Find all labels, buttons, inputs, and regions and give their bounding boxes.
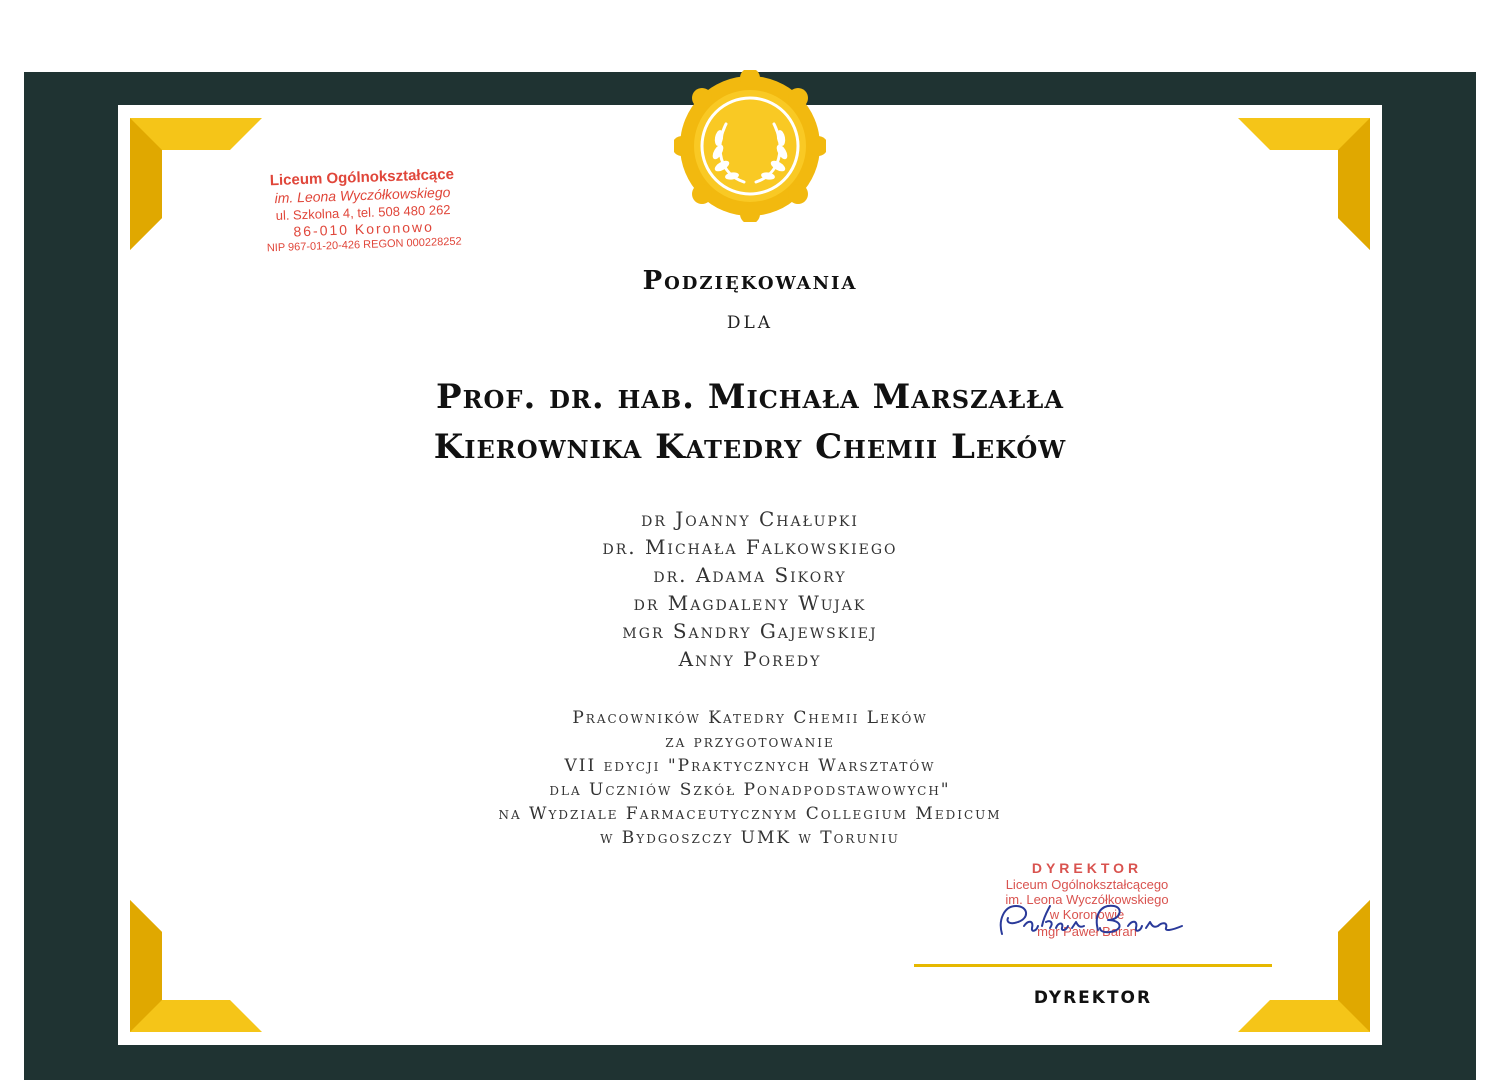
description-line: w Bydgoszczy UMK w Toruniu <box>600 828 900 848</box>
director-stamp-title: DYREKTOR <box>1031 860 1143 876</box>
gold-corner-ornament-bottom-left <box>130 892 270 1032</box>
gold-corner-ornament-top-right <box>1230 118 1370 258</box>
recipient-block <box>200 372 1300 472</box>
certificate-for-label: dla <box>726 306 774 334</box>
description-line: VII edycji "Praktycznych Warsztatów <box>564 756 936 776</box>
school-stamp <box>231 163 496 256</box>
director-stamp-city: w Koronowie <box>1049 907 1125 922</box>
director-stamp-patron: im. Leona Wyczółkowskiego <box>1005 892 1169 907</box>
list-item: Anny Poredy <box>678 647 822 671</box>
certificate-title: Podziękowania <box>642 266 858 296</box>
description-line: Pracowników Katedry Chemii Leków <box>572 708 928 728</box>
description-line: dla Uczniów Szkół Ponadpodstawowych" <box>549 780 951 800</box>
school-stamp-city: 86-010 Koronowo <box>293 218 435 240</box>
school-stamp-patron: im. Leona Wyczółkowskiego <box>274 183 451 207</box>
gold-corner-ornament-bottom-right <box>1230 892 1370 1032</box>
recipient-name: Prof. dr. hab. Michała Marszałła <box>436 377 1064 417</box>
laurel-wreath-seal-icon <box>674 70 826 222</box>
signature-line <box>914 964 1272 967</box>
description-line: na Wydziale Farmaceutycznym Collegium Medicum <box>498 804 1002 824</box>
people-list <box>200 505 1300 673</box>
list-item: dr. Adama Sikory <box>653 563 847 587</box>
list-item: dr Joanny Chałupki <box>641 507 859 531</box>
description-block <box>200 706 1300 850</box>
school-stamp-name: Liceum Ogólnokształcące <box>269 165 455 190</box>
director-stamp-person: mgr Paweł Baran <box>1037 924 1137 939</box>
handwritten-signature <box>990 898 1190 944</box>
school-stamp-address: ul. Szkolna 4, tel. 508 480 262 <box>275 201 451 224</box>
director-stamp-school: Liceum Ogólnokształcącego <box>1005 877 1169 892</box>
list-item: mgr Sandry Gajewskiej <box>622 619 878 643</box>
description-line: za przygotowanie <box>665 732 835 752</box>
list-item: dr. Michała Falkowskiego <box>602 535 898 559</box>
school-stamp-ids: NIP 967-01-20-426 REGON 000228252 <box>266 235 462 255</box>
recipient-position: Kierownika Katedry Chemii Leków <box>433 427 1067 467</box>
list-item: dr Magdaleny Wujak <box>633 591 867 615</box>
signature-label: DYREKTOR <box>1033 988 1153 1008</box>
